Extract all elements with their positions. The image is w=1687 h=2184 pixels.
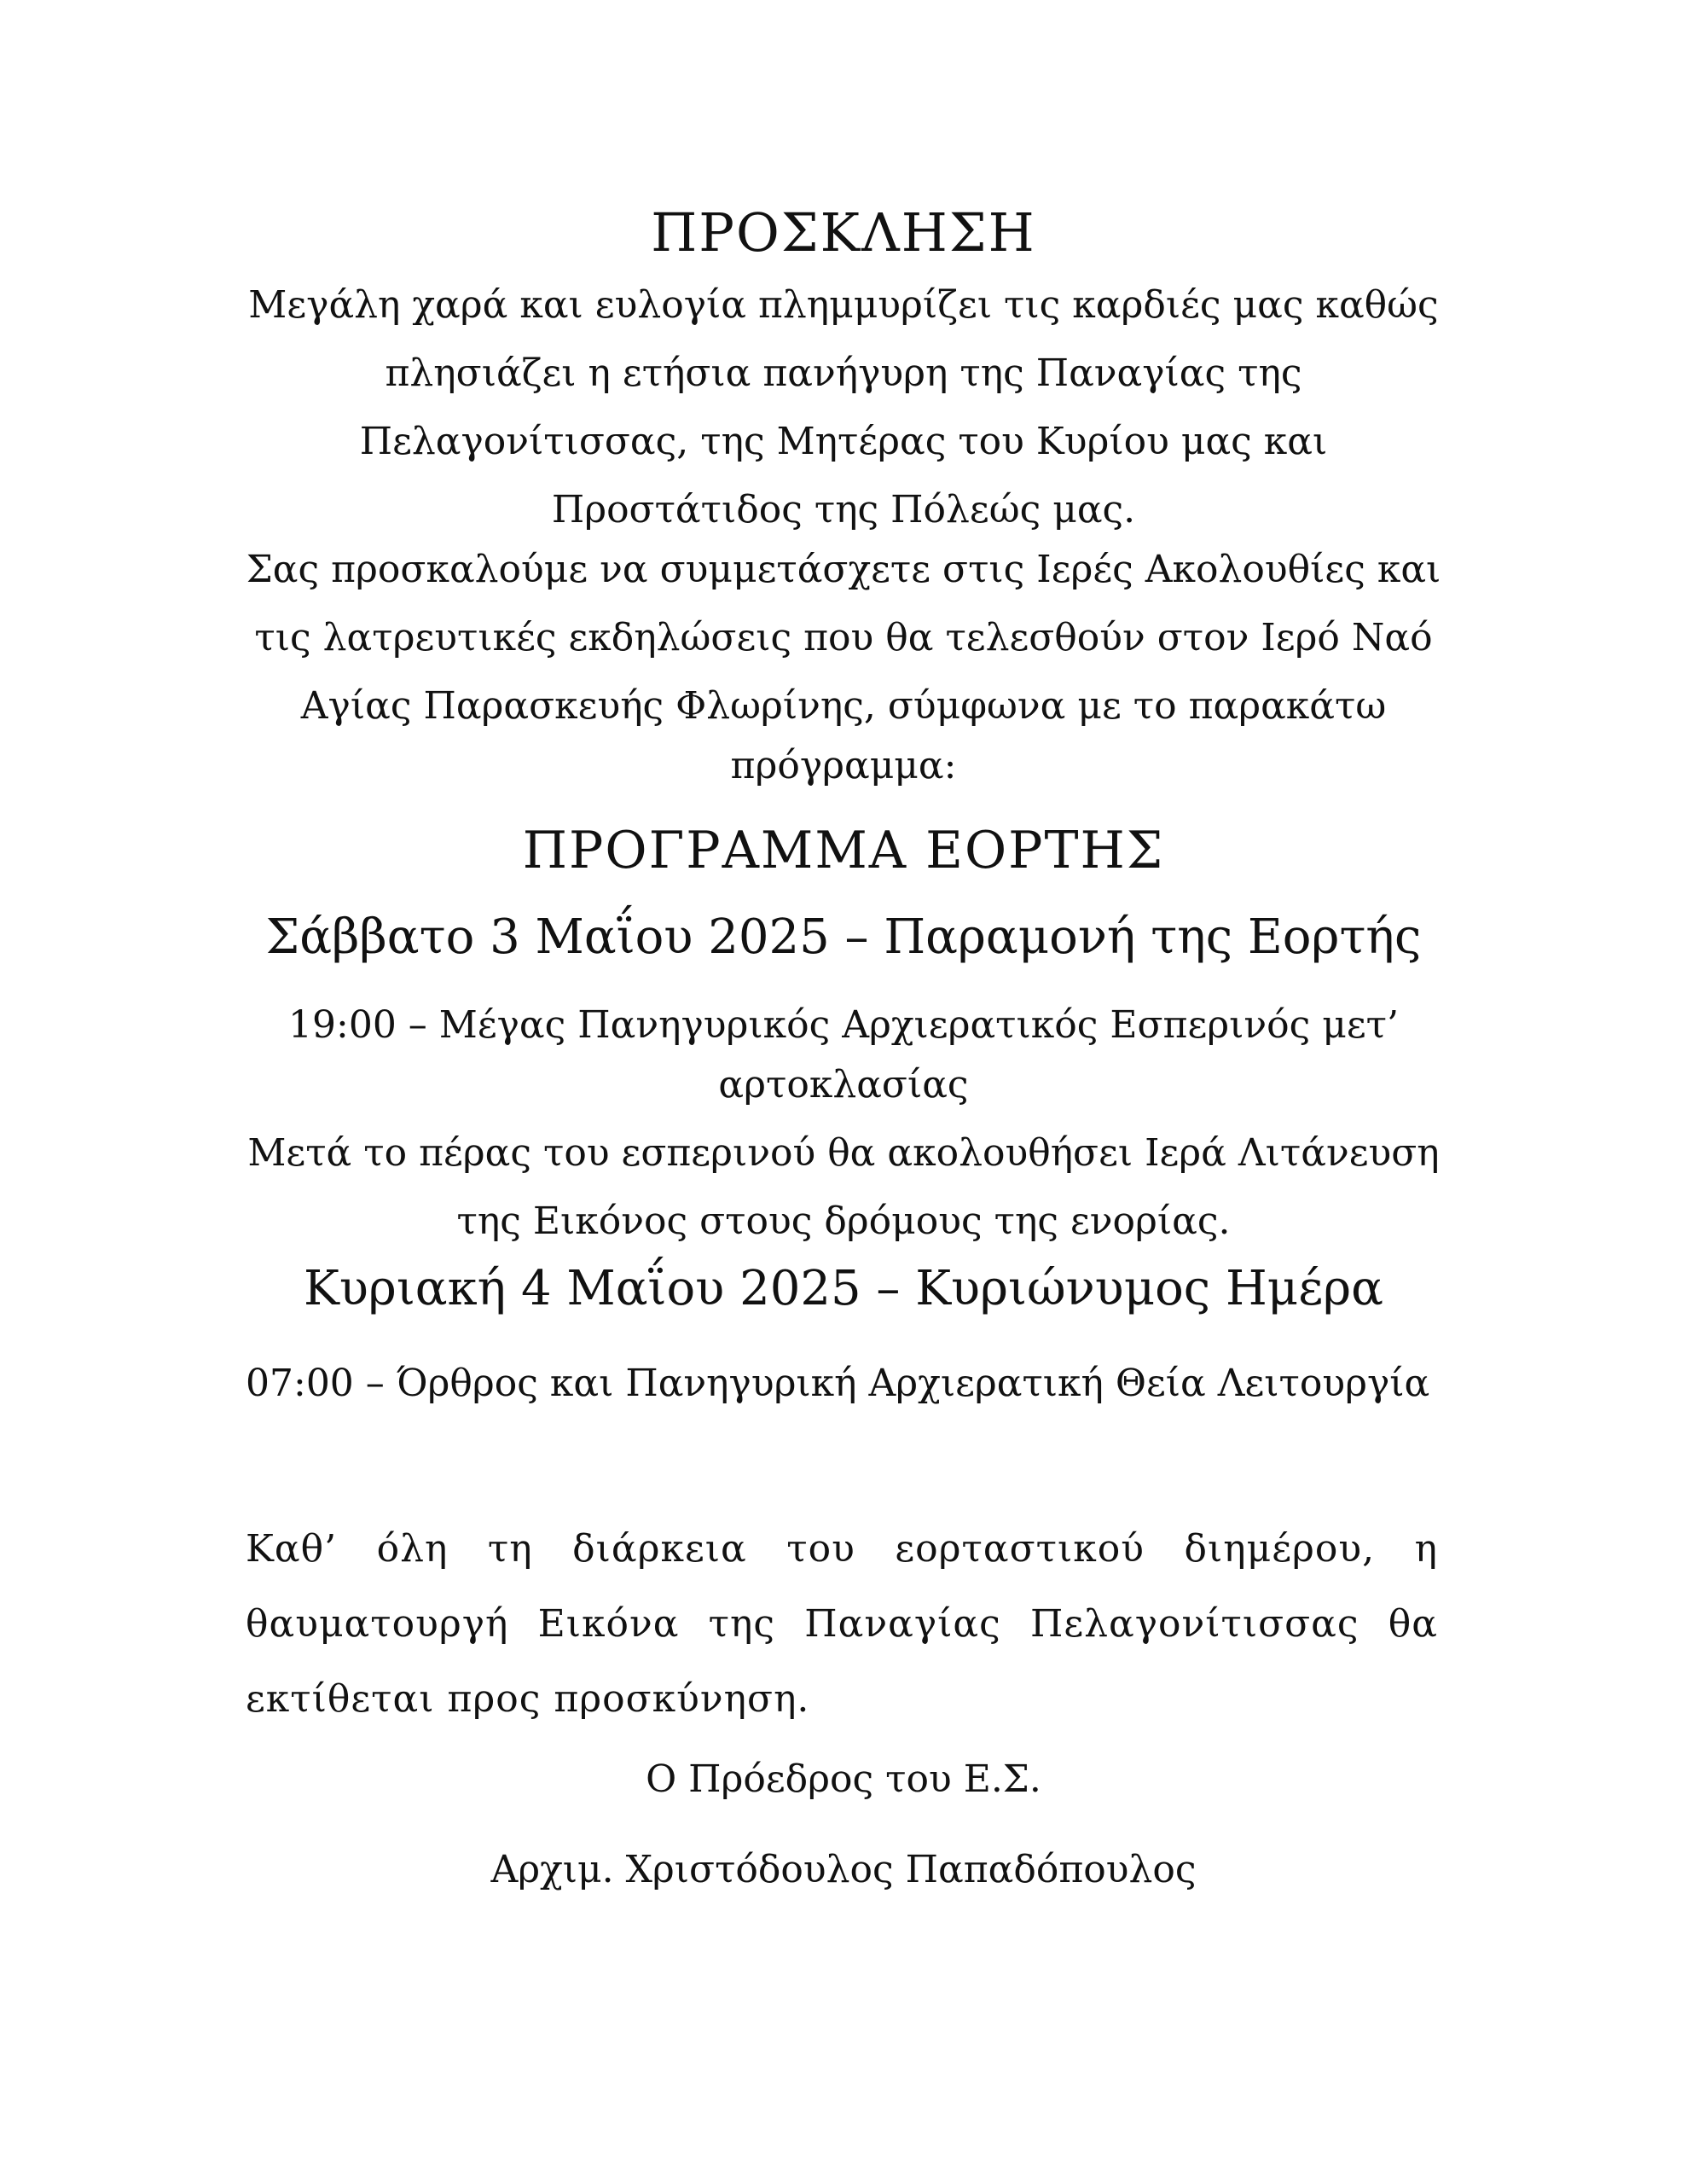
saturday-line-4: της Εικόνος στους δρόμους της ενορίας. bbox=[456, 1199, 1231, 1243]
intro-line-3: Πελαγονίτισσας, της Μητέρας του Κυρίου μας και bbox=[359, 420, 1328, 463]
intro-line-8: πρόγραμμα: bbox=[730, 744, 957, 787]
saturday-line-3: Μετά το πέρας του εσπερινού θα ακολουθήσει Ιερά Λιτάνευση bbox=[247, 1131, 1440, 1175]
saturday-line-2: αρτοκλασίας bbox=[718, 1063, 969, 1107]
saturday-line-1: 19:00 – Μέγας Πανηγυρικός Αρχιερατικός Εσπερινός μετ’ bbox=[288, 1003, 1399, 1047]
intro-line-7: Αγίας Παρασκευής Φλωρίνης, σύμφωνα με το παρακάτω bbox=[300, 684, 1387, 728]
signature-role: Ο Πρόεδρος του Ε.Σ. bbox=[646, 1757, 1041, 1801]
sunday-line: 07:00 – Όρθρος και Πανηγυρική Αρχιερατική Θεία Λειτουργία bbox=[246, 1362, 1430, 1405]
intro-line-2: πλησιάζει η ετήσια πανήγυρη της Παναγίας της bbox=[385, 351, 1302, 395]
intro-line-6: τις λατρευτικές εκδηλώσεις που θα τελεσθούν στον Ιερό Ναό bbox=[254, 616, 1433, 659]
saturday-heading: Σάββατο 3 Μαΐου 2025 – Παραμονή της Εορτής bbox=[265, 909, 1422, 965]
invitation-title: ΠΡΟΣΚΛΗΣΗ bbox=[651, 201, 1036, 264]
intro-line-4: Προστάτιδος της Πόλεώς μας. bbox=[551, 488, 1136, 531]
program-title: ΠΡΟΓΡΑΜΜΑ ΕΟΡΤΗΣ bbox=[522, 821, 1165, 880]
note-line-3: εκτίθεται προς προσκύνηση. bbox=[246, 1677, 810, 1721]
note-paragraph bbox=[246, 1512, 1438, 1737]
intro-line-1: Μεγάλη χαρά και ευλογία πλημμυρίζει τις καρδιές μας καθώς bbox=[248, 283, 1439, 327]
sunday-heading: Κυριακή 4 Μαΐου 2025 – Κυριώνυμος Ημέρα bbox=[304, 1261, 1383, 1316]
note-line-1: Καθ’ όλη τη διάρκεια του εορταστικού διημέρου, η bbox=[246, 1527, 1438, 1571]
signature-name: Αρχιμ. Χριστόδουλος Παπαδόπουλος bbox=[490, 1848, 1197, 1891]
intro-line-5: Σας προσκαλούμε να συμμετάσχετε στις Ιερές Ακολουθίες και bbox=[246, 548, 1441, 591]
note-line-2: θαυματουργή Εικόνα της Παναγίας Πελαγονίτισσας θα bbox=[246, 1602, 1438, 1646]
